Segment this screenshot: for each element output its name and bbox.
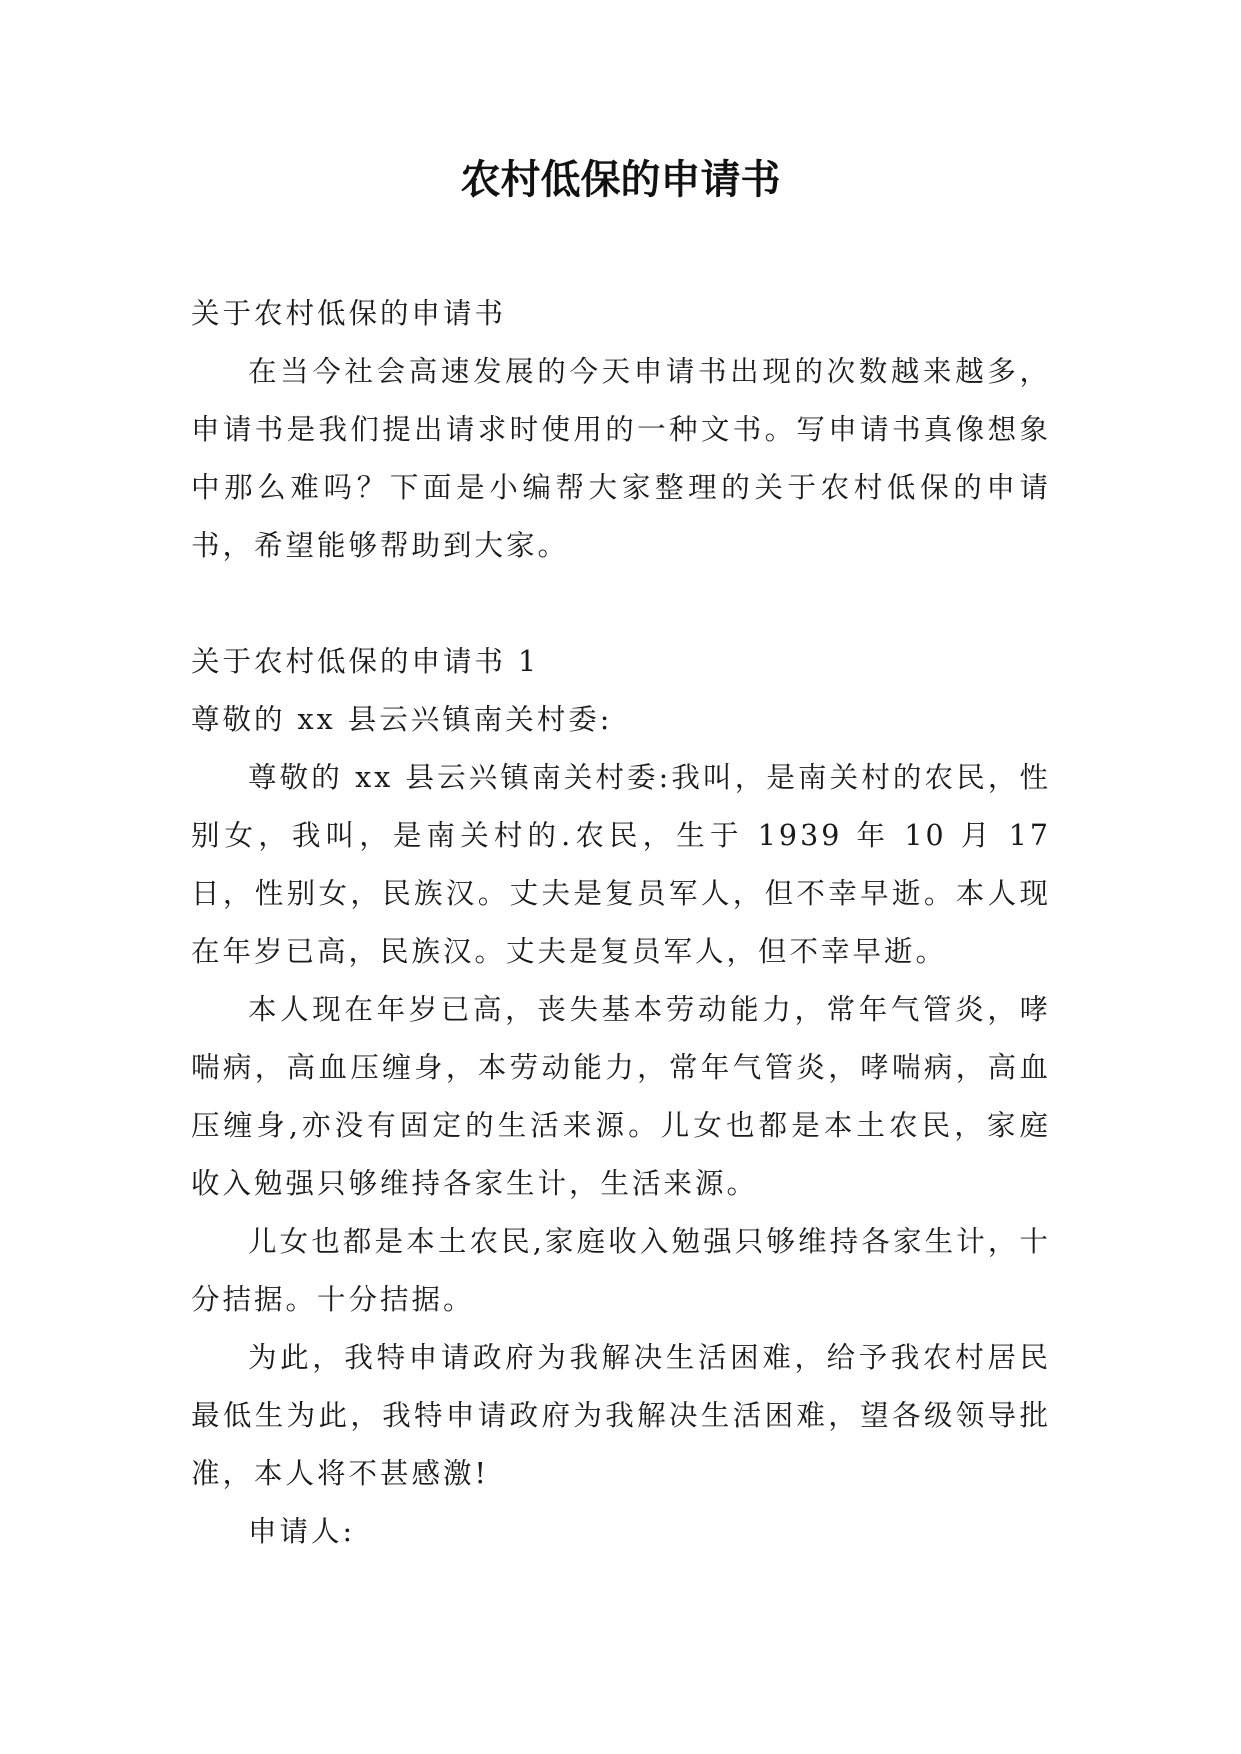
salutation: 尊敬的 xx 县云兴镇南关村委:: [191, 703, 613, 736]
intro-paragraph: 在当今社会高速发展的今天申请书出现的次数越来越多，申请书是我们提出请求时使用的一种文书。写申请书真像想象中那么难吗？下面是小编帮大家整理的关于农村低保的申请书，希望能够帮助到大家。: [191, 355, 1051, 562]
body-paragraph: 尊敬的 xx 县云兴镇南关村委:我叫，是南关村的农民，性别女，我叫，是南关村的.农民，生于 1939 年 10 月 17 日，性别女，民族汉。丈夫是复员军人，但不幸早逝。本人现在年岁已高，民族汉。丈夫是复员军人，但不幸早逝。: [191, 761, 1051, 968]
applicant-signature-line: 申请人:: [248, 1515, 356, 1548]
section-heading: 关于农村低保的申请书 1: [191, 645, 540, 678]
document-title: 农村低保的申请书: [460, 156, 781, 203]
body-paragraph: 儿女也都是本土农民,家庭收入勉强只够维持各家生计，十分拮据。十分拮据。: [191, 1225, 1051, 1316]
body-paragraph: 本人现在年岁已高，丧失基本劳动能力，常年气管炎，哮喘病，高血压缠身，本劳动能力，常年气管炎，哮喘病，高血压缠身,亦没有固定的生活来源。儿女也都是本土农民，家庭收入勉强只够维持各家生计，生活来源。: [191, 993, 1051, 1200]
body-paragraph: 为此，我特申请政府为我解决生活困难，给予我农村居民最低生为此，我特申请政府为我解决生活困难，望各级领导批准，本人将不甚感激!: [191, 1341, 1051, 1490]
subtitle-paragraph: 关于农村低保的申请书: [191, 297, 507, 330]
document-body: [191, 285, 1051, 1561]
